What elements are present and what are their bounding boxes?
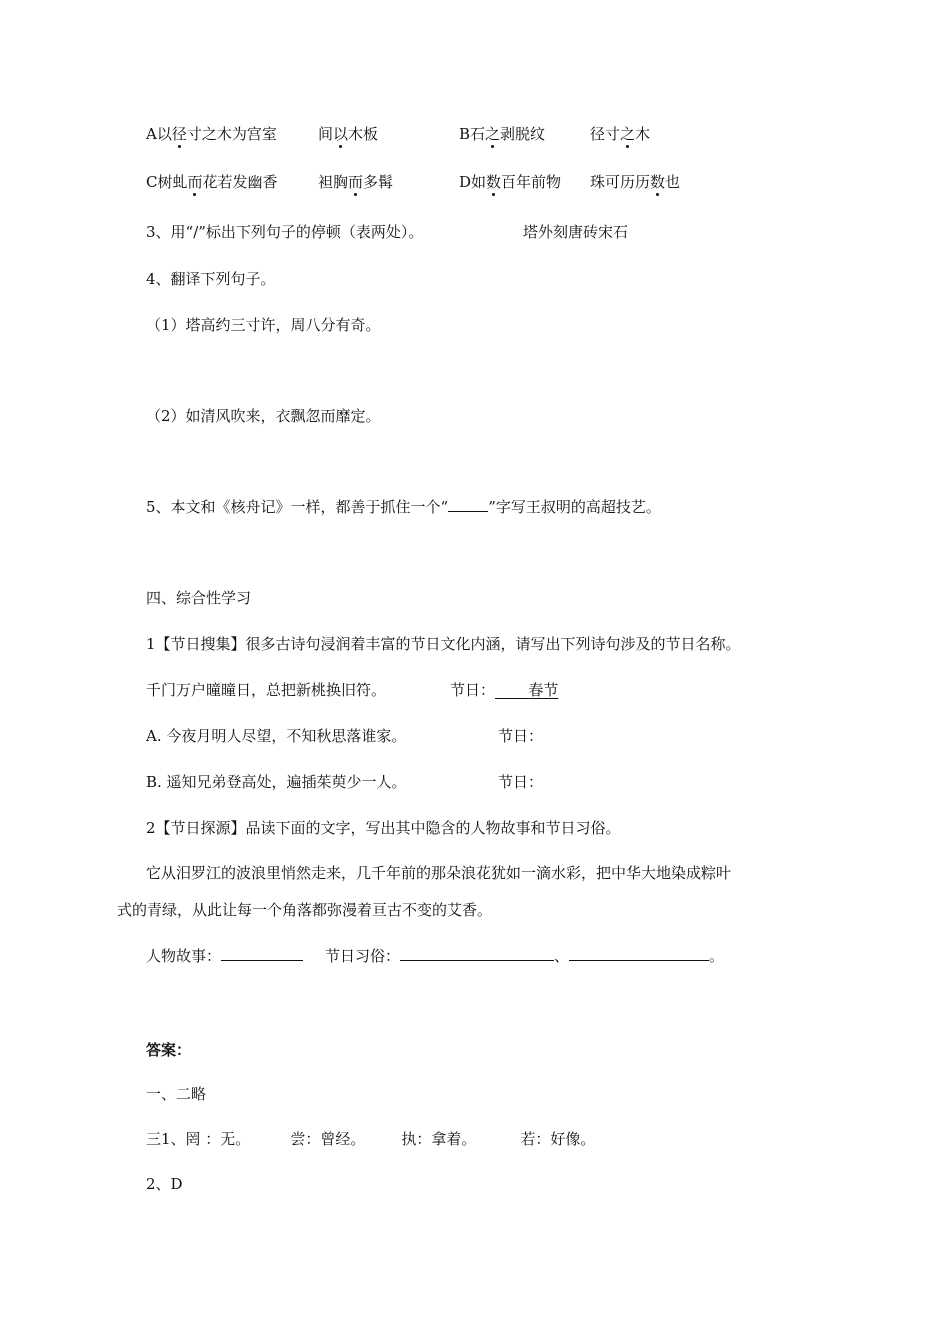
option-text: 袒胸 bbox=[318, 173, 349, 191]
option-text: 百年前物 bbox=[501, 173, 562, 191]
passage-line-1: 它从汨罗江的波浪里悄然走来，几千年前的那朵浪花犹如一滴水彩，把中华大地染成粽叶 bbox=[146, 864, 732, 882]
festival-label: 节日： bbox=[450, 681, 496, 699]
dotted-char: 之 bbox=[620, 125, 636, 143]
option-text: 寸之木为宫室 bbox=[186, 125, 277, 143]
question-4-item-1: （1）塔高约三寸许，周八分有奇。 bbox=[146, 316, 381, 334]
festival-a-label: 节日： bbox=[498, 727, 544, 745]
option-text: A以 bbox=[146, 125, 172, 143]
option-text: 花若发幽香 bbox=[202, 173, 278, 191]
example-answer-text: 春节 bbox=[528, 681, 559, 699]
option-text: D如 bbox=[459, 173, 487, 191]
option-text: 剥脱纹 bbox=[500, 125, 546, 143]
option-b-2 bbox=[590, 124, 650, 144]
section-4-question-1: 1【节日搜集】很多古诗句浸润着丰富的节日文化内涵，请写出下列诗句涉及的节日名称。 bbox=[146, 635, 741, 653]
answer-line-3: 2、D bbox=[146, 1175, 183, 1193]
question-3-text: 3、用“/”标出下列句子的停顿（表两处）。 bbox=[146, 223, 424, 241]
option-d-1 bbox=[459, 172, 561, 192]
section-4-question-2: 2【节日探源】品读下面的文字，写出其中隐含的人物故事和节日习俗。 bbox=[146, 819, 621, 837]
passage-line-2: 式的青绿，从此让每一个角落都弥漫着亘古不变的艾香。 bbox=[117, 901, 493, 919]
option-a-2 bbox=[318, 124, 378, 144]
option-text: 珠可历历 bbox=[590, 173, 651, 191]
question-4-item-2: （2）如清风吹来，衣飘忽而靡定。 bbox=[146, 407, 381, 425]
dotted-char: 数 bbox=[650, 173, 666, 191]
question-3-sentence: 塔外刻唐砖宋石 bbox=[523, 223, 629, 241]
example-festival bbox=[450, 680, 558, 700]
dotted-char: 数 bbox=[486, 173, 502, 191]
answer-blank[interactable] bbox=[448, 497, 488, 512]
section-4-title: 四、综合性学习 bbox=[146, 589, 252, 607]
option-text: 也 bbox=[665, 173, 681, 191]
line-a: A. 今夜月明人尽望，不知秋思落谁家。 bbox=[146, 727, 407, 745]
dotted-char: 径 bbox=[171, 125, 187, 143]
example-answer bbox=[495, 681, 558, 699]
option-b-1 bbox=[459, 124, 545, 144]
custom-blank-2[interactable] bbox=[569, 946, 709, 961]
dotted-char: 而 bbox=[348, 173, 364, 191]
option-d-2 bbox=[590, 172, 680, 192]
dotted-char: 之 bbox=[485, 125, 501, 143]
option-c-2 bbox=[318, 172, 393, 192]
custom-label: 节日习俗： bbox=[325, 947, 401, 965]
answer-item: 若：好像。 bbox=[520, 1130, 596, 1148]
option-text: 木 bbox=[635, 125, 651, 143]
question-5 bbox=[146, 497, 661, 517]
answer-item: 执：拿着。 bbox=[401, 1130, 477, 1148]
question-5-pre: 5、本文和《核舟记》一样，都善于抓住一个“ bbox=[146, 498, 449, 516]
option-text: 间 bbox=[318, 125, 334, 143]
custom-blank-1[interactable] bbox=[400, 946, 554, 961]
option-text: 木板 bbox=[348, 125, 379, 143]
answer-line-1: 一、二略 bbox=[146, 1085, 207, 1103]
story-label: 人物故事： bbox=[146, 947, 222, 965]
option-text: B石 bbox=[459, 125, 486, 143]
answers-title: 答案： bbox=[146, 1041, 192, 1059]
answer-row bbox=[146, 946, 724, 966]
example-line: 千门万户曈曈日，总把新桃换旧符。 bbox=[146, 681, 387, 699]
dotted-char: 而 bbox=[187, 173, 203, 191]
line-b: B. 遥知兄弟登高处，遍插茱萸少一人。 bbox=[146, 773, 407, 791]
separator: 、 bbox=[554, 947, 570, 965]
question-4-title: 4、翻译下列句子。 bbox=[146, 270, 276, 288]
answer-line-2 bbox=[146, 1129, 595, 1149]
question-3 bbox=[146, 222, 423, 242]
answer-item: 三1、罔 ：无。 bbox=[146, 1130, 251, 1148]
option-text: 多髯 bbox=[363, 173, 394, 191]
option-text: 径寸 bbox=[590, 125, 621, 143]
option-text: C树虬 bbox=[146, 173, 188, 191]
story-blank[interactable] bbox=[221, 946, 303, 961]
dotted-char: 以 bbox=[333, 125, 349, 143]
period: 。 bbox=[709, 947, 725, 965]
option-a-1 bbox=[146, 124, 277, 144]
question-5-post: ”字写王叔明的高超技艺。 bbox=[488, 498, 661, 516]
answer-item: 尝：曾经。 bbox=[290, 1130, 366, 1148]
option-c-1 bbox=[146, 172, 278, 192]
festival-b-label: 节日： bbox=[498, 773, 544, 791]
